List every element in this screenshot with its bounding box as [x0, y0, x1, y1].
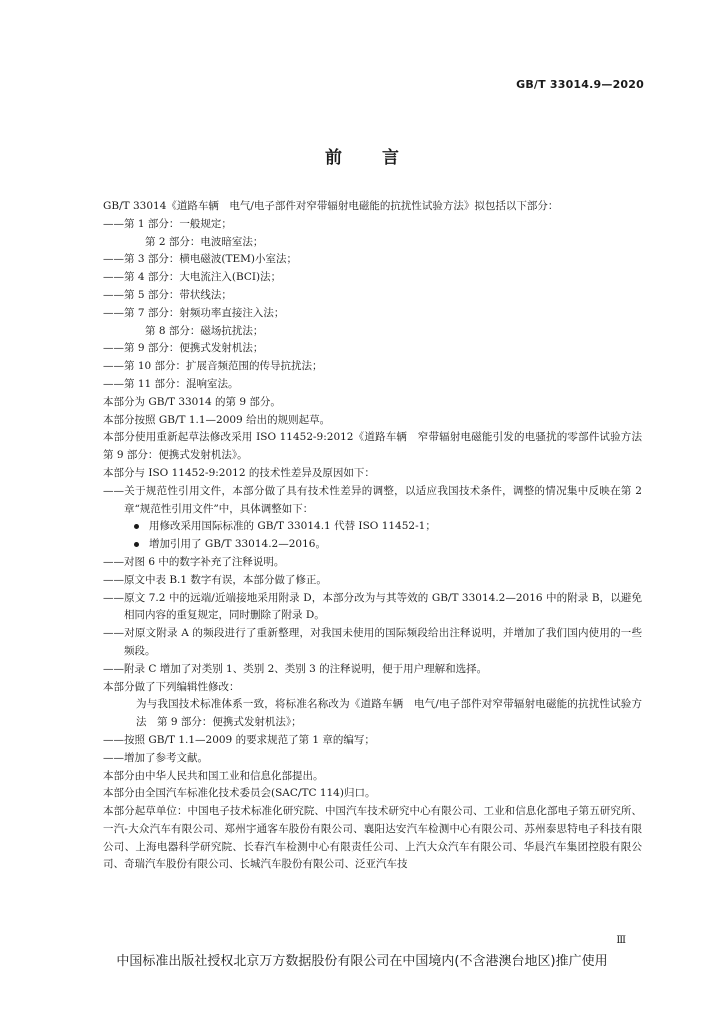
- paragraph-line: [82, 394, 642, 412]
- paragraph-line: [82, 768, 642, 786]
- paragraph-line: [82, 340, 642, 358]
- line-text: 本部分由全国汽车标准化技术委员会(SAC/TC 114)归口。: [103, 787, 376, 800]
- line-text: ——第 11 部分：混响室法。: [103, 377, 239, 390]
- page-title: 前言: [325, 148, 439, 168]
- line-text: 本部分由中华人民共和国工业和信息化部提出。: [103, 769, 324, 782]
- paragraph-line: [82, 483, 642, 519]
- line-text: 本部分使用重新起草法修改采用 ISO 11452-9:2012《道路车辆 窄带辐射电磁能引发的电骚扰的零部件试验方法 第 9 部分：便携式发射机法》。: [103, 431, 653, 462]
- line-text: ——按照 GB/T 1.1—2009 的要求规范了第 1 章的编写；: [103, 733, 375, 746]
- line-text: ——第 10 部分：扩展音频范围的传导抗扰法；: [103, 360, 323, 373]
- paragraph-line: [82, 251, 642, 269]
- bullet-item: [82, 536, 642, 554]
- line-text: ——原文 7.2 中的远端/近端接地采用附录 D，本部分改为与其等效的 GB/T 33014.2—2016 中的附录 B，以避免相同内容的重复规定，同时删除了附录 D。: [103, 591, 642, 622]
- line-text: 本部分做了下列编辑性修改：: [103, 680, 240, 693]
- paragraph-line: [82, 554, 642, 572]
- paragraph-line: [82, 572, 642, 590]
- paragraph-line: [82, 305, 642, 323]
- paragraph-line: [82, 412, 642, 430]
- line-text: ——第 9 部分：便携式发射机法；: [103, 342, 264, 355]
- line-text: ——第 3 部分：横电磁波(TEM)小室法；: [103, 253, 297, 266]
- line-text: ——增加了参考文献。: [103, 751, 208, 764]
- paragraph-line: [82, 803, 642, 874]
- line-text: ——对原文附录 A 的频段进行了重新整理，对我国未使用的国际频段给出注释说明，并增加了我们国内使用的一些频段。: [103, 627, 642, 657]
- line-text: ——原文中表 B.1 数字有误，本部分做了修正。: [103, 573, 327, 586]
- line-text: ——第 4 部分：大电流注入(BCI)法；: [103, 271, 282, 284]
- line-text: 本部分与 ISO 11452-9:2012 的技术性差异及原因如下：: [103, 466, 375, 479]
- line-text: 用修改采用国际标准的 GB/T 33014.1 代替 ISO 11452-1；: [149, 520, 436, 533]
- paragraph-line: [82, 234, 642, 252]
- paragraph-line: [82, 661, 642, 679]
- line-text: ——对图 6 中的数字补充了注释说明。: [103, 555, 285, 568]
- page-number: Ⅲ: [616, 935, 626, 946]
- paragraph-line: [82, 287, 642, 305]
- line-text: 本部分起草单位：中国电子技术标准化研究院、中国汽车技术研究中心有限公司、工业和信息化部电子第五研究所、一汽-大众汽车有限公司、郑州宇通客车股份有限公司、襄阳达安汽车检测中心有限公司、苏州泰思特电子科技有限公司、上海电器科学研究院、长春汽车检测中心有限责任公司、上汽大众汽车有限公司、华晨汽车集团控股有限公司、奇瑞汽车股份有限公司、长城汽车股份有限公司、泛亚汽车技: [103, 805, 642, 871]
- line-text: 第 2 部分：电波暗室法；: [145, 235, 264, 248]
- paragraph-line: [82, 216, 642, 234]
- paragraph-line: [82, 590, 642, 626]
- paragraph-line: [82, 679, 642, 697]
- paragraph-line: [82, 358, 642, 376]
- line-text: 本部分为 GB/T 33014 的第 9 部分。: [103, 395, 281, 408]
- line-text: ——第 5 部分：带状线法；: [103, 288, 232, 301]
- bullet-dot-icon: [134, 542, 139, 547]
- paragraph-line: [82, 376, 642, 394]
- line-text: 第 8 部分：磁场抗扰法；: [145, 324, 264, 337]
- line-text: 为与我国技术标准体系一致，将标准名称改为《道路车辆 电气/电子部件对窄带辐射电磁能的抗扰性试验方法 第 9 部分：便携式发射机法》；: [136, 698, 642, 729]
- line-text: ——附录 C 增加了对类别 1、类别 2、类别 3 的注释说明，便于用户理解和选择。: [103, 662, 488, 675]
- paragraph-line: [82, 269, 642, 287]
- paragraph-line: [82, 625, 642, 661]
- bullet-dot-icon: [134, 524, 139, 529]
- distribution-footer: 中国标准出版社授权北京万方数据股份有限公司在中国境内(不含港澳台地区)推广使用: [116, 954, 608, 969]
- document-body: [82, 198, 653, 874]
- paragraph-line: [82, 750, 642, 768]
- paragraph-line: [82, 785, 642, 803]
- paragraph-line: [82, 465, 642, 483]
- line-text: 本部分按照 GB/T 1.1—2009 给出的规则起草。: [103, 413, 331, 426]
- line-text: 增加引用了 GB/T 33014.2—2016。: [149, 538, 326, 551]
- line-text: ——关于规范性引用文件，本部分做了具有技术性差异的调整，以适应我国技术条件，调整的情况集中反映在第 2 章“规范性引用文件”中，具体调整如下：: [103, 484, 642, 515]
- paragraph-line: [82, 429, 653, 465]
- line-text: GB/T 33014《道路车辆 电气/电子部件对窄带辐射电磁能的抗扰性试验方法》拟包括以下部分：: [103, 200, 559, 212]
- paragraph-line: [82, 323, 642, 341]
- line-text: ——第 1 部分：一般规定；: [103, 217, 232, 230]
- line-text: ——第 7 部分：射频功率直接注入法；: [103, 306, 285, 319]
- paragraph-line: [82, 198, 642, 216]
- paragraph-line: [82, 732, 642, 750]
- standard-code: GB/T 33014.9—2020: [516, 78, 644, 91]
- bullet-item: [82, 518, 642, 536]
- paragraph-line: [82, 696, 642, 732]
